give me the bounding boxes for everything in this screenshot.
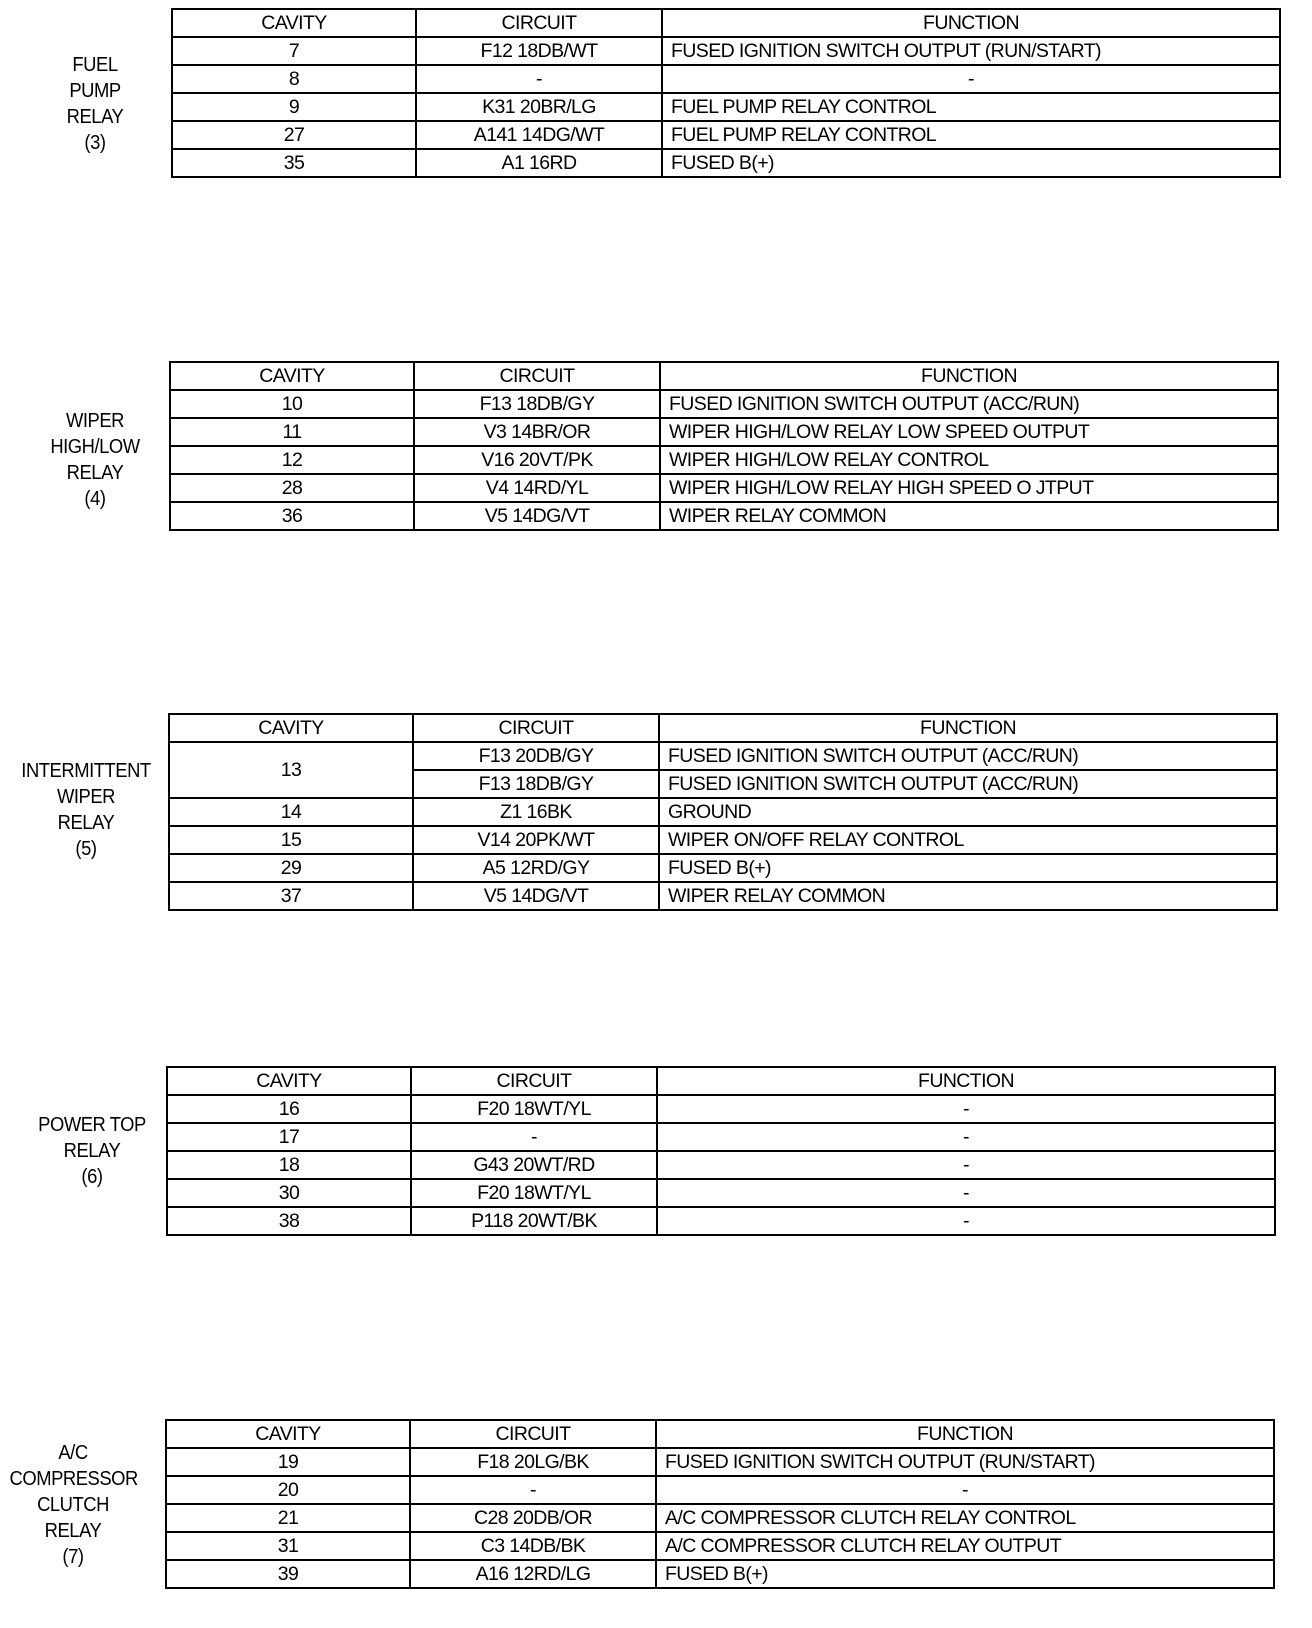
function-cell: WIPER ON/OFF RELAY CONTROL <box>659 826 1277 854</box>
table-row <box>172 65 1280 93</box>
circuit-cell: A5 12RD/GY <box>413 854 659 882</box>
header-cavity: CAVITY <box>172 9 416 37</box>
circuit-cell: V5 14DG/VT <box>414 502 660 530</box>
circuit-cell: - <box>410 1476 656 1504</box>
function-cell: FUSED B(+) <box>662 149 1280 177</box>
header-cavity: CAVITY <box>166 1420 410 1448</box>
table-row <box>167 1123 1275 1151</box>
circuit-cell: F13 18DB/GY <box>413 770 659 798</box>
header-circuit: CIRCUIT <box>413 714 659 742</box>
pinout-table-intermittent-wiper <box>168 713 1278 911</box>
table-row <box>167 1207 1275 1235</box>
table-header-row <box>167 1067 1275 1095</box>
table-row <box>166 1448 1274 1476</box>
header-cavity: CAVITY <box>170 362 414 390</box>
function-cell: FUSED B(+) <box>656 1560 1274 1588</box>
function-cell: FUEL PUMP RELAY CONTROL <box>662 121 1280 149</box>
table-row <box>172 121 1280 149</box>
table-header-row <box>172 9 1280 37</box>
circuit-cell: A141 14DG/WT <box>416 121 662 149</box>
table-row <box>172 93 1280 121</box>
circuit-cell: F12 18DB/WT <box>416 37 662 65</box>
function-cell: FUSED IGNITION SWITCH OUTPUT (RUN/START) <box>656 1448 1274 1476</box>
table-row <box>170 390 1278 418</box>
cavity-cell: 11 <box>170 418 414 446</box>
pinout-table-ac-compressor-clutch <box>165 1419 1275 1589</box>
cavity-cell: 15 <box>169 826 413 854</box>
table-row <box>169 826 1277 854</box>
pinout-table-power-top <box>166 1066 1276 1236</box>
cavity-cell: 21 <box>166 1504 410 1532</box>
header-function: FUNCTION <box>660 362 1278 390</box>
circuit-cell: K31 20BR/LG <box>416 93 662 121</box>
circuit-cell: Z1 16BK <box>413 798 659 826</box>
table-row <box>167 1151 1275 1179</box>
table-row <box>167 1095 1275 1123</box>
table-row <box>170 418 1278 446</box>
cavity-cell: 20 <box>166 1476 410 1504</box>
header-circuit: CIRCUIT <box>410 1420 656 1448</box>
table-row <box>167 1179 1275 1207</box>
table-row <box>170 502 1278 530</box>
table-row <box>166 1560 1274 1588</box>
circuit-cell: - <box>416 65 662 93</box>
cavity-cell: 36 <box>170 502 414 530</box>
function-cell: - <box>657 1179 1275 1207</box>
relay-label-power-top: POWER TOP RELAY (6) <box>38 1114 146 1188</box>
cavity-cell: 39 <box>166 1560 410 1588</box>
cavity-cell: 16 <box>167 1095 411 1123</box>
table-header-row <box>166 1420 1274 1448</box>
cavity-cell: 31 <box>166 1532 410 1560</box>
function-cell: FUSED IGNITION SWITCH OUTPUT (ACC/RUN) <box>659 770 1277 798</box>
table-row <box>169 742 1277 770</box>
circuit-cell: - <box>411 1123 657 1151</box>
function-cell: FUSED IGNITION SWITCH OUTPUT (ACC/RUN) <box>660 390 1278 418</box>
circuit-cell: A1 16RD <box>416 149 662 177</box>
cavity-cell: 35 <box>172 149 416 177</box>
function-cell: A/C COMPRESSOR CLUTCH RELAY OUTPUT <box>656 1532 1274 1560</box>
function-cell: FUEL PUMP RELAY CONTROL <box>662 93 1280 121</box>
function-cell: FUSED IGNITION SWITCH OUTPUT (RUN/START) <box>662 37 1280 65</box>
circuit-cell: G43 20WT/RD <box>411 1151 657 1179</box>
circuit-cell: P118 20WT/BK <box>411 1207 657 1235</box>
function-cell: - <box>657 1095 1275 1123</box>
table-row <box>172 149 1280 177</box>
table-row <box>166 1504 1274 1532</box>
cavity-cell: 9 <box>172 93 416 121</box>
cavity-cell: 13 <box>169 742 413 798</box>
header-circuit: CIRCUIT <box>414 362 660 390</box>
cavity-cell: 29 <box>169 854 413 882</box>
function-cell: - <box>662 65 1280 93</box>
circuit-cell: C28 20DB/OR <box>410 1504 656 1532</box>
table-row <box>169 854 1277 882</box>
circuit-cell: V14 20PK/WT <box>413 826 659 854</box>
circuit-cell: F13 18DB/GY <box>414 390 660 418</box>
header-function: FUNCTION <box>662 9 1280 37</box>
table-row <box>170 474 1278 502</box>
function-cell: - <box>656 1476 1274 1504</box>
circuit-cell: F20 18WT/YL <box>411 1179 657 1207</box>
circuit-cell: F18 20LG/BK <box>410 1448 656 1476</box>
circuit-cell: F20 18WT/YL <box>411 1095 657 1123</box>
pinout-table-wiper-high-low <box>169 361 1279 531</box>
header-cavity: CAVITY <box>169 714 413 742</box>
header-circuit: CIRCUIT <box>411 1067 657 1095</box>
cavity-cell: 18 <box>167 1151 411 1179</box>
function-cell: FUSED B(+) <box>659 854 1277 882</box>
function-cell: WIPER HIGH/LOW RELAY HIGH SPEED O JTPUT <box>660 474 1278 502</box>
cavity-cell: 38 <box>167 1207 411 1235</box>
circuit-cell: V16 20VT/PK <box>414 446 660 474</box>
circuit-cell: F13 20DB/GY <box>413 742 659 770</box>
cavity-cell: 8 <box>172 65 416 93</box>
relay-label-intermittent-wiper: INTERMITTENT WIPER RELAY (5) <box>21 760 151 860</box>
circuit-cell: V3 14BR/OR <box>414 418 660 446</box>
function-cell: WIPER HIGH/LOW RELAY CONTROL <box>660 446 1278 474</box>
relay-label-fuel-pump: FUEL PUMP RELAY (3) <box>66 54 124 154</box>
cavity-cell: 14 <box>169 798 413 826</box>
table-row <box>166 1532 1274 1560</box>
relay-label-wiper-high-low: WIPER HIGH/LOW RELAY (4) <box>50 410 140 510</box>
table-row <box>169 798 1277 826</box>
function-cell: GROUND <box>659 798 1277 826</box>
table-row <box>166 1476 1274 1504</box>
function-cell: A/C COMPRESSOR CLUTCH RELAY CONTROL <box>656 1504 1274 1532</box>
function-cell: - <box>657 1151 1275 1179</box>
header-function: FUNCTION <box>657 1067 1275 1095</box>
function-cell: - <box>657 1123 1275 1151</box>
function-cell: FUSED IGNITION SWITCH OUTPUT (ACC/RUN) <box>659 742 1277 770</box>
header-function: FUNCTION <box>656 1420 1274 1448</box>
function-cell: WIPER RELAY COMMON <box>659 882 1277 910</box>
header-circuit: CIRCUIT <box>416 9 662 37</box>
table-header-row <box>170 362 1278 390</box>
cavity-cell: 7 <box>172 37 416 65</box>
circuit-cell: A16 12RD/LG <box>410 1560 656 1588</box>
cavity-cell: 28 <box>170 474 414 502</box>
function-cell: - <box>657 1207 1275 1235</box>
table-header-row <box>169 714 1277 742</box>
cavity-cell: 30 <box>167 1179 411 1207</box>
cavity-cell: 10 <box>170 390 414 418</box>
cavity-cell: 37 <box>169 882 413 910</box>
function-cell: WIPER RELAY COMMON <box>660 502 1278 530</box>
cavity-cell: 17 <box>167 1123 411 1151</box>
table-row <box>170 446 1278 474</box>
relay-label-ac-compressor-clutch: A/C COMPRESSOR CLUTCH RELAY (7) <box>9 1442 138 1568</box>
function-cell: WIPER HIGH/LOW RELAY LOW SPEED OUTPUT <box>660 418 1278 446</box>
table-row <box>169 882 1277 910</box>
header-function: FUNCTION <box>659 714 1277 742</box>
circuit-cell: C3 14DB/BK <box>410 1532 656 1560</box>
cavity-cell: 27 <box>172 121 416 149</box>
cavity-cell: 19 <box>166 1448 410 1476</box>
cavity-cell: 12 <box>170 446 414 474</box>
table-row <box>172 37 1280 65</box>
circuit-cell: V5 14DG/VT <box>413 882 659 910</box>
header-cavity: CAVITY <box>167 1067 411 1095</box>
circuit-cell: V4 14RD/YL <box>414 474 660 502</box>
pinout-table-fuel-pump <box>171 8 1281 178</box>
